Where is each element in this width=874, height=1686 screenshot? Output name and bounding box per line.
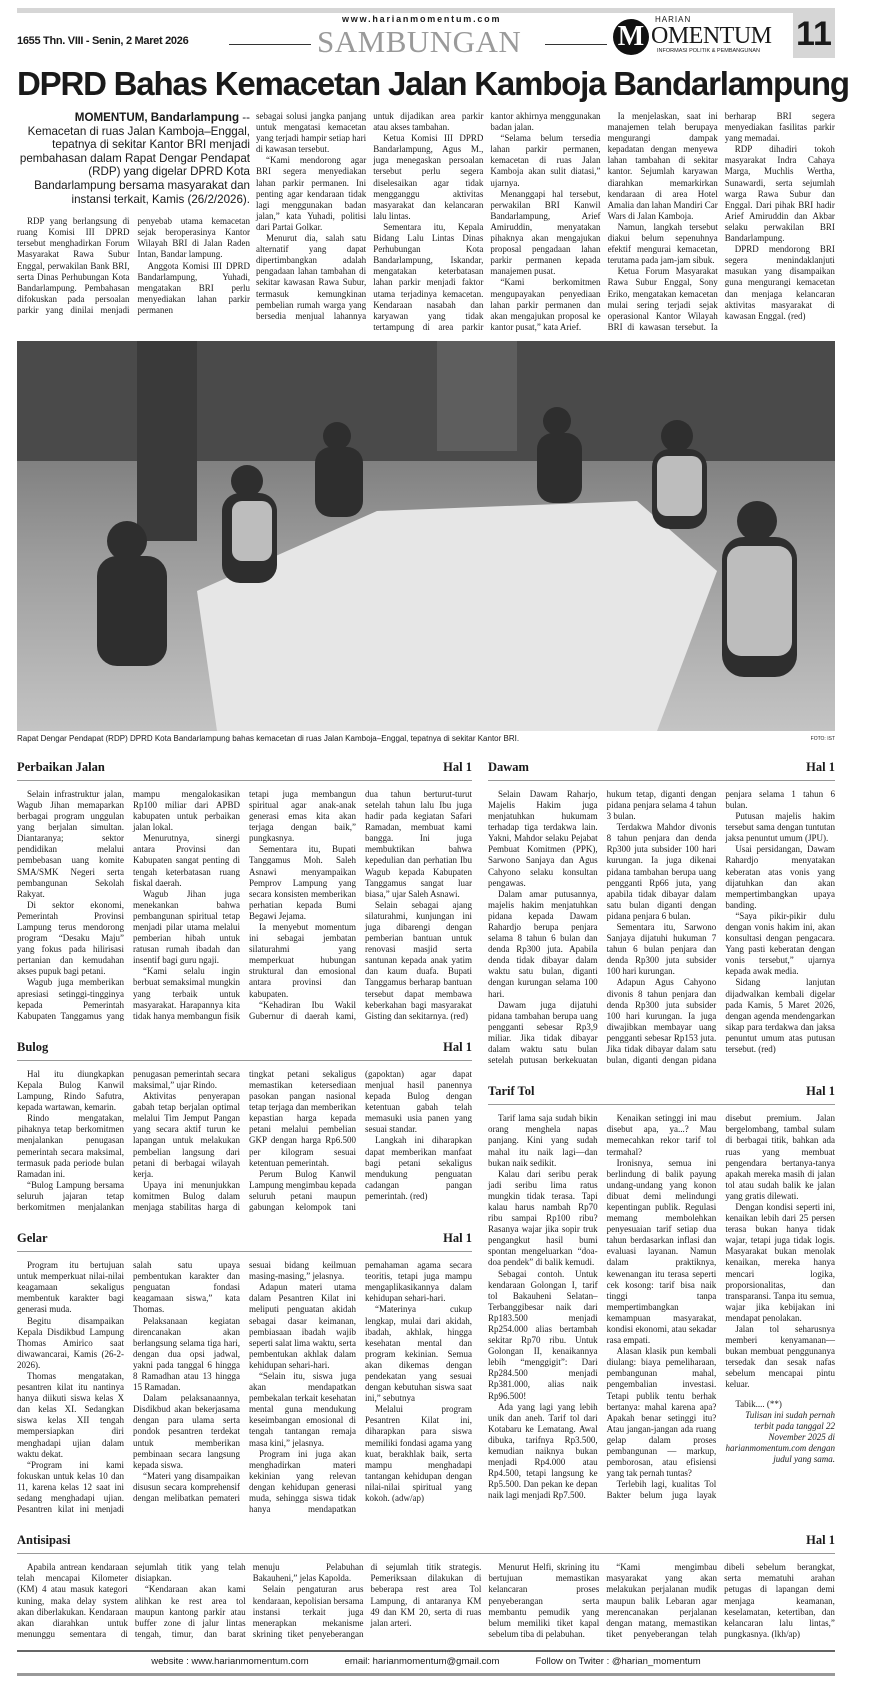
paragraph: Upaya ini menunjukkan komitmen Bulog dalam menjaga stabilitas harga di tingkat petani sekaligus memastikan ketersediaan pasokan pangan nasional tetap terjaga dan memberikan kepastian harga kepada petani melalui pembelian GKP dengan harga Rp6.500 per kilogram sesuai ketentuan pemerintah. <box>133 1068 356 1212</box>
paragraph: Wagub Jihan juga menekankan bahwa pembangunan spiritual tetap menjadi pilar utama melalui pemberian hibah untuk ratusan rumah ibadah dan insentif bagi guru ngaji. <box>133 888 240 966</box>
paragraph: “Selain itu, siswa juga akan mendapatkan pembekalan terkait kesehatan mental guna mendukung keseimbangan emosional di tengah tantangan remaja masa kini,” jelasnya. <box>249 1371 356 1448</box>
article-photo <box>17 341 835 731</box>
paragraph: “Program ini kami fokuskan untuk kelas 10 dan 11, karena kelas 12 saat ini sedang menghadapi ujian. Pesantren kilat ini menjadi salah satu upaya pembentukan karakter dan penguatan fondasi keagamaan siswa,” kata Thomas. <box>17 1260 240 1515</box>
paragraph: Menurut dia, salah satu alternatif yang dapat dipertimbangkan adalah pengadaan lahan tambahan di sekitar kawasan Rawa Subur, termasuk kemungkinan pembelian rumah warga yang bersedia menjual lahannya untuk dijadikan area parkir atau akses tambahan. <box>256 111 484 321</box>
footer-email: email: harianmomentum@gmail.com <box>344 1656 500 1668</box>
paragraph: Sebagai contoh. Untuk kendaraan Golongan I, tarif tol Bakauheni Selatan–Terbanggibesar naik dari Rp183.500 menjadi Rp254.000 alias bertambah sekitar Rp70 ribu. Untuk Golongan II, kenaikannya lebih “menggigit”: Dari Rp284.500 menjadi Rp381.000, alias naik Rp96.500! <box>488 1268 598 1401</box>
paragraph: Ketua Forum Masyarakat Rawa Subur Enggal, Sony Eriko, mengatakan kemacetan mulai sering terjadi sejak operasional Kantor Wilayah BRI di kawasan tersebut. Ia berharap BRI segera menyediakan fasilitas parkir yang memadai. <box>607 111 835 332</box>
article-left <box>17 111 250 333</box>
main-article <box>17 111 835 333</box>
section-antisipasi <box>17 1533 835 1640</box>
paragraph: Menurut Helfi, skrining itu bertujuan memastikan kelancaran proses penyeberangan serta membantu pemudik yang belum memiliki tiket kapal sebelum tiba di pelabuhan. <box>488 1562 600 1639</box>
paragraph: “Kami mengimbau masyarakat yang akan melakukan perjalanan mudik maupun balik Lebaran agar merencanakan perjalanan dengan matang, memastikan tiket penyeberangan telah dibeli sebelum berangkat, serta mematuhi arahan petugas di lapangan demi menjaga keamanan, keselamatan, ketertiban, dan kelancaran lalu lintas,” pungkasnya. (lkh/ap) <box>606 1562 835 1639</box>
paragraph: Perum Bulog Kanwil Lampung mengimbau kepada seluruh petani maupun gabungan kelompok tani (gapoktan) agar dapat menjual hasil panennya kepada Bulog dengan ketentuan gabah telah memasuki usia panen yang sesuai standar. <box>249 1068 472 1212</box>
section-title: Perbaikan Jalan <box>17 759 105 774</box>
section-body <box>17 789 472 1022</box>
paragraph: “Kami selalu ingin berbuat semaksimal mungkin yang terbaik untuk masyarakat. Harapannya kita tidak hanya membangun fisik tetapi juga membangun spiritual agar anak-anak generasi emas kita akan terjaga dengan baik,” pungkasnya. <box>133 788 356 1021</box>
paragraph: “Bulog Lampung bersama seluruh jajaran tetap berkomitmen menjalankan penugasan pemerintah secara maksimal,” ujar Rindo. <box>17 1068 240 1212</box>
edition-date: 1655 Thn. VIII - Senin, 2 Maret 2026 <box>17 35 189 47</box>
paragraph: Begitu disampaikan Kepala Disdikbud Lampung Thomas Amirico saat diwawancarai, Kamis (26-2-2026). <box>17 1315 124 1370</box>
paragraph: Sementara itu, Sarwono Sanjaya dijatuhi hukuman 7 tahun 6 bulan penjara dan denda Rp300 juta subsider 100 hari kurungan. <box>606 922 717 977</box>
paragraph: Dawam juga dijatuhi pidana tambahan berupa uang pengganti sebesar Rp3,9 miliar. Jika tidak dibayar dalam waktu satu bulan setelah putusan berkekuatan hukum tetap, diganti dengan pidana penjara selama 4 tahun 3 bulan. <box>488 788 717 1066</box>
paragraph: Pelaksanaan kegiatan direncanakan akan berlangsung selama tiga hari, dengan dua opsi jadwal, yakni pada tanggal 6 hingga 8 Ramadhan atau 13 hingga 15 Ramadan. <box>133 1315 240 1393</box>
paragraph: Kenaikan setinggi ini mau disebut apa, ya...? Mau memecahkan rekor tarif tol termahal? <box>606 1113 717 1157</box>
paragraph: RDP yang berlangsung di ruang Komisi III DPRD tersebut menghadirkan Forum Masyarakat Rawa Subur Enggal, perwakilan Bank BRI, serta Dinas Perhubungan Kota Bandarlampung. Pembahasan difokuskan pada persoalan parkir yang dinilai menjadi penyebab utama kemacetan sejak beroperasinya Kantor Wilayah BRI di Jalan Raden Intan, Bandar lampung. <box>17 216 250 315</box>
section-body <box>488 789 835 1066</box>
paragraph: Ketua Komisi III DPRD Bandarlampung, Agus M., juga menegaskan persoalan tersebut perlu segera diselesaikan agar tidak mengganggu aktivitas masyarakat dan kelancaran lalu lintas. <box>373 133 484 221</box>
paragraph: Jalan tol seharusnya memberi kenyamanan—bukan membuat penggunanya tersedak dan sesak nafas sebelum mencapai pintu keluar. <box>725 1324 835 1390</box>
paragraph: Tarif lama saja sudah bikin orang menghela napas panjang. Kini yang sudah mahal itu naik lagi—dan bukan naik sedikit. <box>488 1113 598 1168</box>
paragraph: sebagai solusi jangka panjang untuk mengatasi kemacetan yang terjadi hampir setiap hari di kawasan tersebut. <box>256 111 367 155</box>
momentum-logo <box>613 15 793 57</box>
section-label: SAMBUNGAN <box>317 24 522 59</box>
section-body <box>488 1113 835 1501</box>
paragraph: Thomas mengatakan, pesantren kilat itu nantinya hanya diikuti siswa kelas X dan kelas XI. Sedangkan siswa kelas XII tengah mempersiapkan diri menghadapi ujian dalam waktu dekat. <box>17 1371 124 1459</box>
paragraph: Program itu bertujuan untuk memperkuat nilai-nilai keagamaan sekaligus membentuk karakter bagi generasi muda. <box>17 1260 124 1315</box>
section-title: Antisipasi <box>17 1533 71 1548</box>
paragraph: “Saya pikir-pikir dulu dengan vonis hakim ini, akan konsultasi dengan pengacara. Yang pasti keberatan dengan vonis tersebut,” ujarnya kepada awak media. <box>725 910 835 977</box>
paragraph: Dalam amar putusannya, majelis hakim menjatuhkan pidana kepada Dawam Rahardjo berupa penjara selama 8 tahun 6 bulan dan denda Rp300 juta. Apabila denda tidak dibayar dalam waktu satu bulan, diganti dengan kurungan selama 100 hari. <box>488 888 598 999</box>
paragraph: DPRD mendorong BRI segera menindaklanjuti masukan yang disampaikan guna mengurangi kemacetan dan menjaga kelancaran aktivitas masyarakat di kawasan Enggal. (red) <box>724 244 835 321</box>
paragraph: Selain infrastruktur jalan, Wagub Jihan memaparkan berbagai program unggulan yang berjalan simultan. Diantaranya; sektor pendidikan melalui pembebasan uang komite SMA/SMK Negeri serta pembangunan Sekolah Rakyat. <box>17 788 124 899</box>
publication-note: Tulisan ini sudah pernah terbit pada tanggal 22 November 2025 di harianmomentum.com dengan judul yang sama. <box>725 1409 835 1464</box>
section-title: Gelar <box>17 1231 48 1246</box>
newspaper-page <box>17 0 849 1676</box>
page-header <box>17 13 835 59</box>
paragraph: Langkah ini diharapkan dapat memberikan manfaat bagi petani sekaligus mendukung penguatan cadangan pangan pemerintah. (red) <box>365 1135 472 1201</box>
section-bulog <box>17 1040 472 1213</box>
section-body <box>17 1260 472 1515</box>
paragraph: Melalui program Pesantren Kilat ini, diharapkan para siswa memiliki fondasi agama yang kuat, berakhlak baik, serta mampu menghadapi tantangan kehidupan dengan nilai-nilai spiritual yang kokoh. (adw/ap) <box>365 1404 472 1504</box>
paragraph: Dengan kondisi seperti ini, kenaikan lebih dari 25 persen terasa bukan hanya tidak wajar, tetapi juga tidak logis. Masyarakat bukan menolak kenaikan, mereka hanya mencari logika, proporsionalitas, dan transparansi. Tanpa itu semua, wajar jika kebijakan ini mendapat penolakan. <box>725 1201 835 1323</box>
paragraph: “Kendaraan akan kami alihkan ke rest area tol maupun kantong parkir atau buffer zone di jalur lintas tengah, timur, dan barat menuju Pelabuhan Bakauheni,” jelas Kapolda. <box>134 1562 364 1639</box>
paragraph: Ada yang lagi yang lebih unik dan aneh. Tarif tol dari Kotabaru ke Lematang. Awal dibuka, tarifnya Rp3.500, kemudian naiknya bukan menjadi Rp4.000 atau Rp4.500, tetapi langsung ke Rp5.500. Dan pekan ke depan naik lagi menjadi Rp7.500. <box>488 1401 598 1501</box>
paragraph: Apabila antrean kendaraan telah mencapai Kilometer (KM) 4 atau masuk kategori kuning, maka delay system akan diberlakukan. Kendaraan akan diarahkan untuk menunggu sementara di sejumlah titik yang telah disiapkan. <box>17 1562 246 1639</box>
page-ref: Hal 1 <box>443 1039 472 1054</box>
paragraph: Putusan majelis hakim tersebut sama dengan tuntutan jaksa penuntut umum (JPU). <box>725 811 835 844</box>
meeting-photo-illustration <box>17 341 835 731</box>
paragraph: Sementara itu, Bupati Tanggamus Moh. Saleh Asnawi menyampaikan Pemprov Lampung yang secara konsisten memberikan perhatian kepada Bumi Begawi Jejama. <box>249 844 356 921</box>
photo-caption: Rapat Dengar Pendapat (RDP) DPRD Kota Bandarlampung bahas kemacetan di ruas Jalan Kamboja–Enggal, tepatnya di sekitar Kantor BRI. <box>17 733 520 743</box>
paragraph: “Materinya cukup lengkap, mulai dari akidah, ibadah, akhlak, hingga kesehatan mental dan program kekinian. Semua akan dikemas dengan pendekatan yang sesuai dengan kebutuhan siswa saat ini,” sebutnya <box>365 1304 472 1404</box>
paragraph: Hal itu diungkapkan Kepala Bulog Kanwil Lampung, Rindo Safutra, kepada wartawan, kemarin. <box>17 1068 124 1113</box>
lead-text: -- Kemacetan di ruas Jalan Kamboja–Enggal, tepatnya di sekitar Kantor BRI menjadi pembahasan dalam Rapat Dengar Pendapat (RDP) yang digelar DPRD Kota Bandarlampung bersama masyarakat dan instansi terkait, Kamis (26/2/2026). <box>19 111 250 206</box>
paragraph: “Kami mendorong agar BRI segera menyediakan lahan parkir permanen. Ini penting agar kendaraan tidak lagi menggunakan badan jalan,” kata Yuhadi, politisi dari Partai Golkar. <box>256 155 367 232</box>
paragraph: Usai persidangan, Dawam Rahardjo menyatakan keberatan atas vonis yang dijatuhkan dan akan mempertimbangkan upaya banding. <box>725 844 835 910</box>
continuations-left <box>17 760 472 1533</box>
paragraph: Sidang lanjutan dijadwalkan kembali digelar pada Kamis, 5 Maret 2026, dengan agenda mendengarkan sikap para terdakwa dan jaksa penuntut umum atas putusan tersebut. (red) <box>725 977 835 1055</box>
section-body <box>17 1562 835 1640</box>
logo-harian: HARIAN <box>655 15 692 24</box>
footer-twitter: Follow on Twiter : @harian_momentum <box>535 1656 701 1668</box>
paragraph: “Kami berkomitmen mengupayakan penyediaan lahan parkir permanen dan akan mengajukan proposal ke kantor pusat,” kata Arief. <box>490 277 601 332</box>
paragraph: Adapun Agus Cahyono divonis 8 tahun penjara dan denda Rp300 juta subsider 100 hari kurungan. Ia juga diwajibkan membayar uang pengganti sebesar Rp153 juta. Jika tidak dibayar dalam satu bulan, diganti dengan pidana penjara selama 1 tahun 6 bulan. <box>606 788 835 1066</box>
signoff: Tabik.... (**) <box>735 1398 782 1409</box>
footer-website: website : www.harianmomentum.com <box>151 1656 309 1668</box>
paragraph: Rindo mengatakan, pihaknya tetap berkomitmen menjalankan penugasan pemerintah secara maksimal, termasuk pada periode bulan Ramadan ini. <box>17 1113 124 1179</box>
continuations <box>17 760 835 1533</box>
page-ref: Hal 1 <box>806 1533 835 1548</box>
paragraph: Namun, langkah tersebut diakui belum sepenuhnya efektif mengurai kemacetan, terutama pada jam-jam sibuk. <box>607 221 718 266</box>
paragraph: Ironisnya, semua ini berlindung di balik payung undang-undang yang konon dibuat demi melindungi kepentingan publik. Regulasi memang membolehkan penyesuaian tarif setiap dua tahun berdasarkan inflasi dan evaluasi layanan. Namun dalam praktiknya, kewenangan itu terasa seperti cek kosong: tarif bisa naik tinggi tanpa mempertimbangkan kemampuan masyarakat, kondisi ekonomi, atau sekadar rasa empati. <box>606 1157 717 1346</box>
paragraph: Terdakwa Mahdor divonis 8 tahun penjara dan denda Rp300 juta subsider 100 hari kurungan. Ia juga dikenai pidana tambahan berupa uang pengganti Rp66 juta, yang apabila tidak dibayar dalam satu bulan diganti dengan pidana penjara 6 bulan. <box>606 822 717 921</box>
paragraph: Dalam pelaksanaannya, Disdikbud akan bekerjasama dengan para ulama serta pondok pesantren terdekat untuk memberikan pembinaan secara langsung kepada siswa. <box>133 1393 240 1470</box>
headline: DPRD Bahas Kemacetan Jalan Kamboja Bandarlampung <box>17 65 849 102</box>
dateline: MOMENTUM, Bandarlampung <box>74 111 240 124</box>
paragraph: Selain pengaturan arus kendaraan, kepolisian bersama instansi terkait juga menerapkan mekanisme skrining tiket penyeberangan di sejumlah titik strategis. Pemeriksaan dilakukan di beberapa rest area Tol Lampung, di antaranya KM 49 dan KM 20, serta di ruas jalan arteri. <box>252 1562 482 1639</box>
section-tarif-tol <box>488 1084 835 1501</box>
paragraph: Sementara itu, Kepala Bidang Lalu Lintas Dinas Perhubungan Kota Bandarlampung, Iskandar, mengatakan keterbatasan lahan parkir menjadi faktor utama terjadinya kemacetan. Kendaraan nasabah dan karyawan yang tidak tertampung di area parkir kantor akhirnya menggunakan badan jalan. <box>373 111 601 332</box>
section-title: Bulog <box>17 1039 49 1054</box>
page-number: 11 <box>793 10 835 58</box>
paragraph: Aktivitas penyerapan gabah tetap berjalan optimal melalui Tim Jemput Pangan yang secara aktif turun ke lapangan untuk melakukan pembelian langsung dari petani di berbagai wilayah kerja. <box>133 1091 240 1179</box>
page-footer <box>17 1650 835 1676</box>
header-rule <box>229 44 311 45</box>
page-ref: Hal 1 <box>443 1231 472 1246</box>
section-title: Dawam <box>488 759 529 774</box>
logo-circle-icon: M <box>613 19 649 55</box>
photo-credit: FOTO: IST <box>810 735 835 742</box>
paragraph: “Selama belum tersedia lahan parkir permanen, kemacetan di ruas Jalan Kamboja akan sulit diatasi,” ujarnya. <box>490 133 601 188</box>
paragraph: Ia menjelaskan, saat ini manajemen telah berupaya mengurangi dampak kepadatan dengan menyewa lahan tambahan di sekitar kantor. Sejumlah karyawan diarahkan memarkirkan kendaraan di area Hotel Amalia dan lahan Mandiri Car Wars di Jalan Kamboja. <box>607 111 718 221</box>
page-ref: Hal 1 <box>443 759 472 774</box>
header-rule <box>545 44 607 45</box>
page-ref: Hal 1 <box>806 759 835 774</box>
paragraph: Menanggapi hal tersebut, perwakilan BRI Kanwil Bandarlampung, Arief Amiruddin, menyatakan pihaknya akan mengajukan proposal pengadaan lahan parkir permanen kepada manajemen pusat. <box>490 188 601 277</box>
paragraph: Di sektor ekonomi, Pemerintah Provinsi Lampung terus mendorong program “Desaku Maju” yang fokus pada hilirisasi pertanian dan kemudahan akses pupuk bagi petani. <box>17 899 124 977</box>
paragraph: Terlebih lagi, kualitas Tol Bakter belum juga layak disebut premium. Jalan bergelombang, tambal sulam di berbagai titik, bahkan ada ruas yang membuat pengendara bertanya-tanya apakah mereka masih di jalan tol atau sudah balik ke jalan yang gratis dilewati. <box>606 1113 835 1501</box>
article-body-left <box>17 216 250 316</box>
paragraph: Selain sebagai ajang silaturahmi, kunjungan ini juga dibarengi dengan pemberian bantuan untuk renovasi masjid serta santunan kepada anak yatim dan kaum duafa. Bupati Tanggamus berharap bantuan tersebut dapat membawa keberkahan bagi masyarakat Gisting dan sekitarnya. (red) <box>365 899 472 1021</box>
section-title: Tarif Tol <box>488 1084 535 1099</box>
paragraph: Menurutnya, sinergi antara Provinsi dan Kabupaten sangat penting di tengah keterbatasan ruang fiskal daerah. <box>133 833 240 888</box>
paragraph: Selain Dawam Raharjo, Majelis Hakim juga menjatuhkan hukumam terhadap tiga terdakwa lain. Yakni, Mahdor selaku Pejabat Pembuat Komitmen (PPK), Sarwono Sanjaya dan Agus Cahyono selaku konsultan pengawas. <box>488 788 598 888</box>
paragraph: Kalau dari seribu perak jadi seribu lima ratus mungkin tidak terasa. Tapi kalau harus nambah Rp70 ribu sampai Rp100 ribu? Rasanya wajar jika sopir truk pengangkut hasil bumi spontan mengeluarkan “doa-doa pendek” di balik kemudi. <box>488 1168 598 1268</box>
logo-tagline: INFORMASI POLITIK & PEMBANGUNAN <box>657 48 760 54</box>
logo-brand: OMENTUM <box>651 23 772 49</box>
paragraph: “Materi yang disampaikan disusun secara komprehensif dengan melibatkan pemateri sesuai bidang keilmuan masing-masing,” jelasnya. <box>133 1260 356 1504</box>
section-body <box>17 1069 472 1213</box>
paragraph: Ia menyebut momentum ini sebagai jembatan silaturahmi yang memperkuat hubungan struktural dan emosional antara provinsi dan kabupaten. <box>249 922 356 999</box>
paragraph: Program ini juga akan menghadirkan materi kekinian yang relevan dengan kehidupan generasi muda, sehingga siswa tidak hanya mendapatkan pemahaman agama secara teoritis, tetapi juga mampu mengaplikasikannya dalam kehidupan sehari-hari. <box>249 1260 472 1515</box>
website-url: www.harianmomentum.com <box>342 14 502 24</box>
section-perbaikan-jalan <box>17 760 472 1022</box>
section-dawam <box>488 760 835 1066</box>
paragraph: Wagub juga memberikan apresiasi setinggi-tingginya kepada Pemerintah Kabupaten Tanggamus yang mampu mengalokasikan Rp100 miliar dari APBD kabupaten untuk perbaikan jalan lokal. <box>17 788 240 1021</box>
section-gelar <box>17 1231 472 1515</box>
caption-row <box>17 734 835 744</box>
lead-paragraph <box>17 111 250 206</box>
paragraph: Alasan klasik pun kembali diulang: biaya pemeliharaan, pembangunan mahal, pengembalian investasi. Tetapi publik tentu berhak bertanya: mahal karena apa? Apakah benar setinggi itu? Atau jangan-jangan ada ruang gelap dalam proses pembangunan — markup, pemborosan, atau efisiensi yang tak pernah tuntas? <box>606 1346 717 1479</box>
page-ref: Hal 1 <box>806 1084 835 1099</box>
article-body-right <box>256 111 835 333</box>
paragraph: “Kehadiran Ibu Wakil Gubernur di daerah kami, dua tahun berturut-turut setelah tahun lalu Ibu juga hadir pada kegiatan Safari Ramadan, membuat kami bangga. Ini juga membuktikan bahwa kepedulian dan perhatian Ibu Wagub kepada Kabupaten Tanggamus sangat luar biasa,” ujar Saleh Asnawi. <box>249 788 472 1021</box>
paragraph: RDP dihadiri tokoh masyarakat Indra Cahaya Marga, Muchlis Wertha, Sunawardi, serta sejumlah warga Rawa Subur dan Enggal. Dari pihak BRI hadir Arief Amiruddin dan Akbar selaku perwakilan BRI Bandarlampung. <box>724 144 835 244</box>
paragraph: Anggota Komisi III DPRD Bandarlampung, Yuhadi, mengatakan BRI perlu menyediakan lahan parkir permanen <box>137 260 250 315</box>
paragraph: Adapun materi utama dalam Pesantren Kilat ini meliputi penguatan akidah sebagai dasar keimanan, pembiasaan ibadah wajib seperti salat lima waktu, serta pembentukan akhlak dalam kehidupan sehari-hari. <box>249 1282 356 1370</box>
continuations-right <box>488 760 835 1533</box>
